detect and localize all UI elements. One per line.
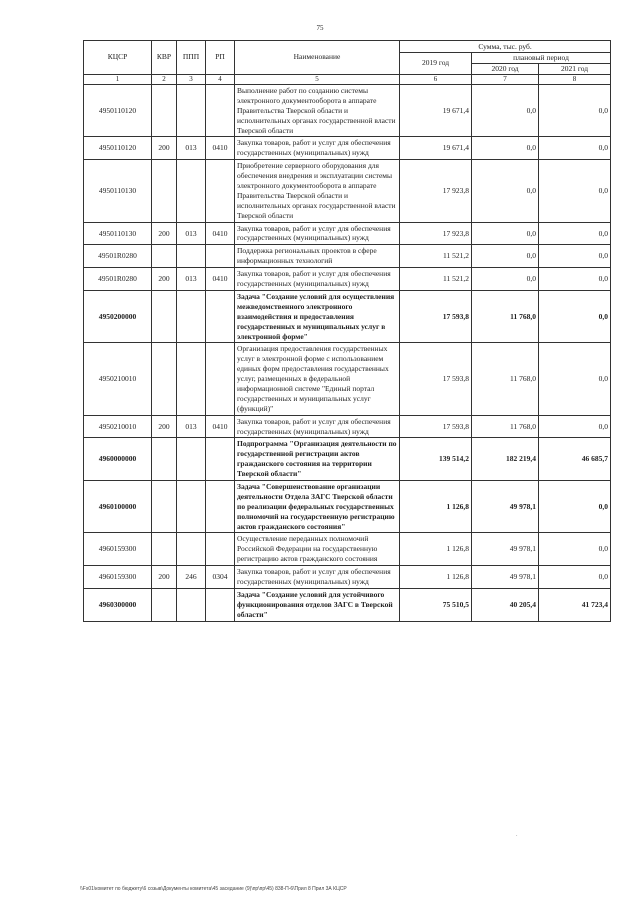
cell-kvr: 200	[152, 415, 177, 438]
cell-v2019: 17 593,8	[400, 290, 472, 342]
cell-kvr	[152, 245, 177, 268]
cell-v2019: 1 126,8	[400, 566, 472, 589]
header-sum: Сумма, тыс. руб.	[400, 41, 611, 53]
cell-rp	[206, 588, 235, 621]
scan-mark: .	[516, 832, 518, 838]
cell-v2019: 17 593,8	[400, 415, 472, 438]
cell-v2021: 0,0	[539, 160, 611, 222]
cell-v2020: 11 768,0	[472, 343, 539, 415]
cell-ppp: 013	[177, 268, 206, 291]
cell-v2021: 0,0	[539, 343, 611, 415]
cell-ppp	[177, 480, 206, 532]
cell-kcsr: 4950110120	[84, 85, 152, 137]
cell-kvr: 200	[152, 222, 177, 245]
cell-v2020: 49 978,1	[472, 566, 539, 589]
cell-kcsr: 4960159300	[84, 533, 152, 566]
cell-v2019: 11 521,2	[400, 268, 472, 291]
table-row	[84, 343, 611, 415]
column-number: 3	[177, 74, 206, 84]
cell-rp: 0304	[206, 566, 235, 589]
cell-v2021: 41 723,4	[539, 588, 611, 621]
column-number: 4	[206, 74, 235, 84]
cell-v2019: 75 510,5	[400, 588, 472, 621]
cell-ppp: 013	[177, 137, 206, 160]
column-numbers-row	[84, 74, 611, 84]
header-2021: 2021 год	[539, 63, 611, 74]
header-rp: РП	[206, 41, 235, 75]
cell-v2020: 0,0	[472, 85, 539, 137]
table-row	[84, 268, 611, 291]
cell-ppp: 013	[177, 222, 206, 245]
cell-kcsr: 4960100000	[84, 480, 152, 532]
table-row	[84, 290, 611, 342]
header-ppp: ППП	[177, 41, 206, 75]
cell-v2019: 17 593,8	[400, 343, 472, 415]
cell-rp: 0410	[206, 137, 235, 160]
cell-ppp: 013	[177, 415, 206, 438]
cell-v2021: 0,0	[539, 222, 611, 245]
column-number: 8	[539, 74, 611, 84]
cell-kvr: 200	[152, 566, 177, 589]
cell-v2019: 19 671,4	[400, 137, 472, 160]
cell-rp	[206, 85, 235, 137]
cell-name: Закупка товаров, работ и услуг для обеспечения государственных (муниципальных) нужд	[235, 415, 400, 438]
cell-v2021: 0,0	[539, 85, 611, 137]
cell-ppp	[177, 343, 206, 415]
cell-rp	[206, 533, 235, 566]
column-number: 1	[84, 74, 152, 84]
header-kvr: КВР	[152, 41, 177, 75]
cell-rp	[206, 160, 235, 222]
cell-v2021: 0,0	[539, 415, 611, 438]
cell-name: Задача "Совершенствование организации деятельности Отдела ЗАГС Тверской области по реализации федеральных государственных полномочий на государственную регистрацию актов гражданского состояния"	[235, 480, 400, 532]
cell-v2021: 0,0	[539, 566, 611, 589]
cell-v2020: 11 768,0	[472, 415, 539, 438]
cell-rp	[206, 480, 235, 532]
cell-v2020: 0,0	[472, 222, 539, 245]
cell-kvr	[152, 588, 177, 621]
cell-v2020: 0,0	[472, 137, 539, 160]
cell-ppp: 246	[177, 566, 206, 589]
header-2020: 2020 год	[472, 63, 539, 74]
cell-kvr	[152, 290, 177, 342]
cell-v2021: 46 685,7	[539, 438, 611, 481]
table-row	[84, 415, 611, 438]
cell-v2019: 17 923,8	[400, 160, 472, 222]
cell-kvr	[152, 533, 177, 566]
cell-kcsr: 4960159300	[84, 566, 152, 589]
cell-v2019: 11 521,2	[400, 245, 472, 268]
cell-kvr	[152, 480, 177, 532]
cell-v2021: 0,0	[539, 245, 611, 268]
cell-kvr	[152, 160, 177, 222]
cell-ppp	[177, 160, 206, 222]
cell-v2019: 139 514,2	[400, 438, 472, 481]
cell-v2020: 49 978,1	[472, 480, 539, 532]
cell-v2020: 182 219,4	[472, 438, 539, 481]
page-number: 75	[316, 24, 324, 32]
cell-v2019: 1 126,8	[400, 533, 472, 566]
cell-kcsr: 4960000000	[84, 438, 152, 481]
table-row	[84, 245, 611, 268]
cell-kcsr: 4950210010	[84, 343, 152, 415]
cell-kvr: 200	[152, 268, 177, 291]
cell-v2021: 0,0	[539, 480, 611, 532]
cell-rp	[206, 290, 235, 342]
budget-table	[83, 40, 611, 622]
cell-name: Закупка товаров, работ и услуг для обеспечения государственных (муниципальных) нужд	[235, 268, 400, 291]
cell-name: Поддержка региональных проектов в сфере информационных технологий	[235, 245, 400, 268]
table-row	[84, 438, 611, 481]
cell-v2020: 0,0	[472, 245, 539, 268]
cell-rp	[206, 438, 235, 481]
table-row	[84, 137, 611, 160]
cell-rp: 0410	[206, 222, 235, 245]
table-body	[84, 85, 611, 622]
cell-v2021: 0,0	[539, 137, 611, 160]
cell-kcsr: 4950110120	[84, 137, 152, 160]
cell-kvr: 200	[152, 137, 177, 160]
table-row	[84, 85, 611, 137]
cell-name: Выполнение работ по созданию системы электронного документооборота в аппарате Правительства Тверской области и исполнительных органах государственной власти Тверской области	[235, 85, 400, 137]
column-number: 5	[235, 74, 400, 84]
cell-name: Осуществление переданных полномочий Российской Федерации на государственную регистрацию актов гражданского состояния	[235, 533, 400, 566]
table-row	[84, 588, 611, 621]
cell-v2020: 49 978,1	[472, 533, 539, 566]
column-number: 7	[472, 74, 539, 84]
cell-ppp	[177, 588, 206, 621]
cell-name: Подпрограмма "Организация деятельности по государственной регистрации актов гражданского состояния на территории Тверской области"	[235, 438, 400, 481]
table-row	[84, 533, 611, 566]
cell-kcsr: 4950110130	[84, 160, 152, 222]
cell-kcsr: 4950210010	[84, 415, 152, 438]
cell-kvr	[152, 343, 177, 415]
cell-v2020: 11 768,0	[472, 290, 539, 342]
cell-v2021: 0,0	[539, 268, 611, 291]
cell-ppp	[177, 85, 206, 137]
cell-v2020: 0,0	[472, 160, 539, 222]
cell-name: Задача "Создание условий для осуществления межведомственного электронного взаимодействия и предоставления государственных и муниципальных услуг в электронной форме"	[235, 290, 400, 342]
cell-kvr	[152, 438, 177, 481]
cell-rp	[206, 245, 235, 268]
cell-name: Организация предоставления государственных услуг в электронной форме с использованием единых форм предоставления государственных услуг, размещенных в федеральной информационной системе "Единый портал государственных и муниципальных услуг (функций)"	[235, 343, 400, 415]
table-row	[84, 160, 611, 222]
cell-name: Закупка товаров, работ и услуг для обеспечения государственных (муниципальных) нужд	[235, 137, 400, 160]
footer-path: \\Fs01\комитет по бюджету\6 созыв\Документы комитета\45 заседание (9)\пр\пр\45) 838-П-6\Прил 8 Прил 3А КЦСР	[80, 886, 347, 892]
cell-name: Закупка товаров, работ и услуг для обеспечения государственных (муниципальных) нужд	[235, 566, 400, 589]
cell-rp: 0410	[206, 268, 235, 291]
table-row	[84, 566, 611, 589]
table-row	[84, 222, 611, 245]
cell-rp	[206, 343, 235, 415]
cell-v2019: 1 126,8	[400, 480, 472, 532]
column-number: 6	[400, 74, 472, 84]
header-2019: 2019 год	[400, 53, 472, 75]
table-row	[84, 480, 611, 532]
cell-ppp	[177, 290, 206, 342]
cell-kcsr: 4950200000	[84, 290, 152, 342]
cell-v2019: 17 923,8	[400, 222, 472, 245]
cell-name: Задача "Создание условий для устойчивого функционирования отделов ЗАГС в Тверской области"	[235, 588, 400, 621]
header-kcsr: КЦСР	[84, 41, 152, 75]
cell-kcsr: 49501R0280	[84, 268, 152, 291]
cell-ppp	[177, 533, 206, 566]
cell-v2019: 19 671,4	[400, 85, 472, 137]
cell-kcsr: 4950110130	[84, 222, 152, 245]
cell-v2020: 40 205,4	[472, 588, 539, 621]
cell-v2020: 0,0	[472, 268, 539, 291]
cell-v2021: 0,0	[539, 290, 611, 342]
cell-kvr	[152, 85, 177, 137]
column-number: 2	[152, 74, 177, 84]
header-planned: плановый период	[472, 53, 611, 64]
cell-kcsr: 49501R0280	[84, 245, 152, 268]
header-name: Наименование	[235, 41, 400, 75]
cell-ppp	[177, 438, 206, 481]
cell-v2021: 0,0	[539, 533, 611, 566]
cell-name: Закупка товаров, работ и услуг для обеспечения государственных (муниципальных) нужд	[235, 222, 400, 245]
cell-ppp	[177, 245, 206, 268]
table-header	[84, 41, 611, 85]
cell-name: Приобретение серверного оборудования для обеспечения внедрения и эксплуатации системы электронного документооборота в аппарате Правительства Тверской области и исполнительных органах государственной власти Тверской области	[235, 160, 400, 222]
cell-kcsr: 4960300000	[84, 588, 152, 621]
cell-rp: 0410	[206, 415, 235, 438]
